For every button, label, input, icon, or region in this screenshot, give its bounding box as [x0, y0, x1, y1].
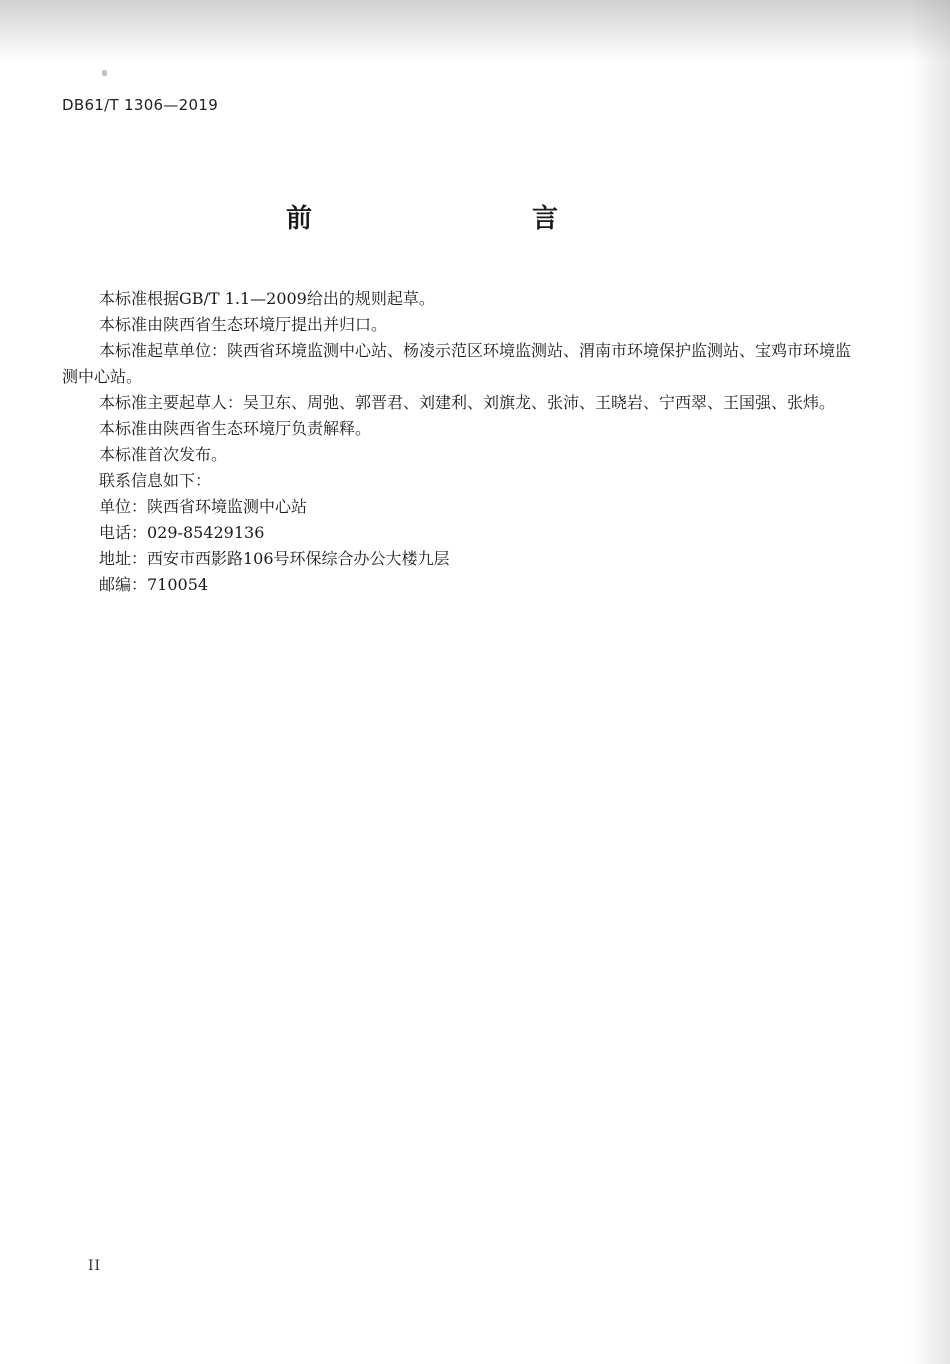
paragraph-drafting-rules: 本标准根据GB/T 1.1—2009给出的规则起草。	[99, 289, 435, 308]
foreword-body	[62, 286, 852, 598]
standard-code: DB61/T 1306—2019	[62, 96, 219, 114]
scan-speck	[102, 70, 107, 76]
paragraph-first-release: 本标准首次发布。	[99, 445, 228, 464]
contact-postcode: 邮编：710054	[99, 575, 209, 594]
contact-address: 地址：西安市西影路106号环保综合办公大楼九层	[99, 549, 450, 568]
paragraph-main-drafters: 本标准主要起草人：吴卫东、周弛、郭晋君、刘建利、刘旗龙、张沛、王晓岩、宁西翠、王国强、张炜。	[99, 393, 836, 412]
paragraph-proposer: 本标准由陕西省生态环境厅提出并归口。	[99, 315, 388, 334]
contact-phone: 电话：029-85429136	[99, 523, 265, 542]
scan-shadow-right	[910, 0, 950, 1364]
contact-unit: 单位：陕西省环境监测中心站	[99, 497, 308, 516]
page-title: 前 言	[285, 204, 614, 234]
paragraph-contact-intro: 联系信息如下：	[99, 471, 212, 490]
scan-shadow-top	[0, 0, 950, 60]
paragraph-drafting-units: 本标准起草单位：陕西省环境监测中心站、杨凌示范区环境监测站、渭南市环境保护监测站、宝鸡市环境监测中心站。	[62, 341, 852, 386]
page-number: II	[88, 1258, 102, 1274]
paragraph-interpretation: 本标准由陕西省生态环境厅负责解释。	[99, 419, 372, 438]
